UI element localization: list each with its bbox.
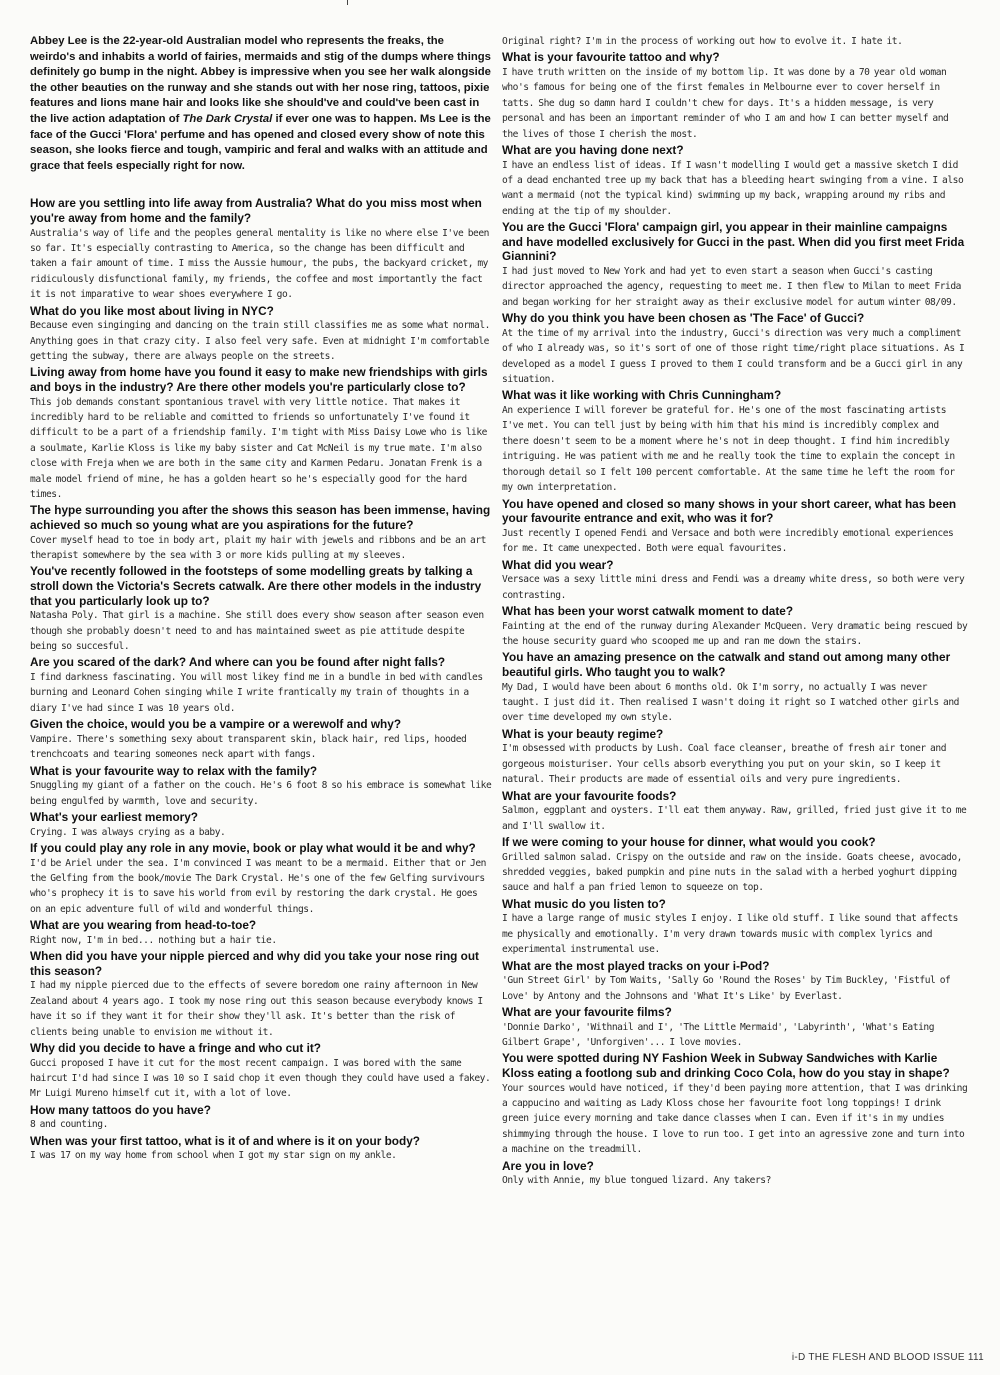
- question: What is your favourite way to relax with the family?: [30, 763, 318, 778]
- answer: 8 and counting.: [30, 1119, 108, 1131]
- left-column: [30, 34, 492, 1165]
- question: Why did you decide to have a fringe and who cut it?: [30, 1041, 322, 1056]
- answer: An experience I will forever be grateful for. He's one of the most fascinating artists I've met. You can tell just by being with him that his mind is incredibly complex and there doesn't seem to be a moment where he's not in deep thought. I find him incredibly intriguing. He was patient with me and he really took the time to explain the concept in thorough detail so I felt 100 percent comfortable. At the same time he left the room for my own interpretation.: [502, 405, 955, 494]
- left-qa-list: [30, 196, 492, 1164]
- question: Why do you think you have been chosen as 'The Face' of Gucci?: [502, 311, 865, 326]
- question: If we were coming to your house for dinner, what would you cook?: [502, 834, 876, 849]
- question: What is your beauty regime?: [502, 726, 664, 741]
- answer: Just recently I opened Fendi and Versace and both were incredibly emotional experiences for me. It came unexpected. Both were equal favourites.: [502, 527, 954, 555]
- answer-continuation: Original right? I'm in the process of working out how to evolve it. I hate it.: [502, 36, 903, 47]
- question: Are you scared of the dark? And where can you be found after night falls?: [30, 655, 446, 670]
- question: When was your first tattoo, what is it of and where is it on your body?: [30, 1133, 420, 1148]
- intro-title-italic: The Dark Crystal: [182, 112, 273, 125]
- answer: Gucci proposed I have it cut for the most recent campaign. I was bored with the same haircut I'd had since I was 10 so I said chop it even though they could have used a fakey. Mr Luigi Mureno himself cut it, with a lot of love.: [30, 1057, 491, 1100]
- question: What are you having done next?: [502, 143, 684, 158]
- answer: I find darkness fascinating. You will most likey find me in a bundle in bed with candles burning and Leonard Cohen singing while I write frantically my train of thoughts in a diary I've had since I was 10 years old.: [30, 672, 483, 714]
- answer: Australia's way of life and the peoples general mentality is like no where else I've been so far. It's especially contrasting to America, so the change has been difficult and taken a fair amount of time. I miss the Aussie humour, the pubs, the backyard cricket, my ridiculously disfunctional family, my friends, the coffee and most importantly the fact it is not imparative to wear shoes everywhere I go.: [30, 227, 490, 301]
- answer: I'd be Ariel under the sea. I'm convinced I was meant to be a mermaid. Either that or Jen the Gelfing from the book/movie The Dark Crystal. He's one of the few Gelfing survivours who's prophecy it is to save his world from evil by restoring the dark crystal. He goes on an epic adventure full of wild and wonderful things.: [30, 857, 487, 915]
- answer: I was 17 on my way home from school when I got my star sign on my ankle.: [30, 1150, 397, 1162]
- question: You are the Gucci 'Flora' campaign girl, you appear in their mainline campaigns and have modelled exclusively for Gucci in the past. When did you first meet Frida Giannini?: [502, 220, 965, 264]
- answer: Vampire. There's something sexy about transparent skin, black hair, red lips, hooded trenchcoats and tearing someones neck apart with fangs.: [30, 733, 467, 761]
- question: When did you have your nipple pierced and why did you take your nose ring out this season?: [30, 949, 479, 978]
- question: What are your favourite foods?: [502, 788, 677, 803]
- question: What music do you listen to?: [502, 896, 666, 911]
- answer: I had just moved to New York and had yet to even start a season when Gucci's casting director approached the agency, requesting to meet me. I then flew to Milan to meet Frida and began working for her straight away as their exclusive model for autum winter 08/09.: [502, 266, 962, 308]
- answer: Your sources would have noticed, if they'd been paying more attention, that I was drinking a cappucino and waiting as Lady Kloss chose her favourite foot long toppings! I drink green juice every morning and take dance classes when I can. Even if it's in my undies shimmying through the house. I love to run too. I get into an agressive zone and turn into a machine on the treadmill.: [502, 1082, 968, 1156]
- question: How many tattoos do you have?: [30, 1102, 211, 1117]
- question: Given the choice, would you be a vampire or a werewolf and why?: [30, 717, 402, 732]
- answer: Snuggling my giant of a father on the couch. He's 6 foot 8 so his embrace is somewhat like being engulfed by warmth, love and security.: [30, 780, 492, 807]
- answer: I had my nipple pierced due to the effects of severe boredom one rainy afternoon in New Zealand about 4 years ago. I took my nose ring out this season because everybody knows I have it so if they want it for their show they'll ask. It's better than the risk of clients being unable to envision me without it.: [30, 980, 483, 1038]
- question: What are you wearing from head-to-toe?: [30, 918, 257, 933]
- right-column: [502, 34, 968, 1190]
- answer: This job demands constant spontanious travel with very little notice. That makes it incredibly hard to be reliable and comitted to friends so unfortunately I've found it difficult to be a part of a friendship family. I'm tight with Miss Daisy Lowe who is like a soulmate, Karlie Kloss is like my baby sister and Cat McNeil is my true mate. I'm also close with Freja when we are both in the same city and Karmen Pedaru. Jonatan Frenk is a male model friend of mine, he has a golden heart so he's especially good for the hard times.: [30, 396, 488, 500]
- question: Living away from home have you found it easy to make new friendships with girls and boys in the industry? Are there other models you're particularly close to?: [30, 365, 488, 394]
- question: What do you like most about living in NYC?: [30, 303, 274, 318]
- answer: At the time of my arrival into the industry, Gucci's direction was very much a compliment of who I already was, so it's sort of one of those right time/right place situations. As I developed as a model I guess I proved to them I could transform and be a Gucci girl in any situation.: [502, 327, 965, 386]
- question: What are the most played tracks on your i-Pod?: [502, 958, 770, 973]
- answer: Versace was a sexy little mini dress and Fendi was a dreamy white dress, so both were very contrasting.: [502, 574, 965, 601]
- question: What was it like working with Chris Cunningham?: [502, 388, 782, 403]
- answer: Because even singinging and dancing on the train still classifies me as some what normal. Anything goes in that crazy city. I also feel very safe. Even at midnight I'm comfortable getting the subway, there are always people on the streets.: [30, 320, 491, 362]
- answer: My Dad, I would have been about 6 months old. Ok I'm sorry, no actually I was never taught. I just did it. Then realised I wasn't doing it right so I watched other girls and over time developed my own style.: [502, 681, 960, 724]
- answer: Salmon, eggplant and oysters. I'll eat them anyway. Raw, grilled, fried just give it to me and I'll swallow it.: [502, 805, 967, 832]
- answer: Fainting at the end of the runway during Alexander McQueen. Very dramatic being rescued by the house security guard who scooped me up and ran me down the stairs.: [502, 620, 968, 647]
- answer: Cover myself head to toe in body art, plait my hair with jewels and ribbons and be an art therapist somewhere by the sea with 3 or more kids pulling at my sleeves.: [30, 534, 487, 561]
- question: What's your earliest memory?: [30, 810, 199, 825]
- answer: Only with Annie, my blue tongued lizard. Any takers?: [502, 1175, 771, 1187]
- answer: Right now, I'm in bed... nothing but a hair tie.: [30, 934, 277, 946]
- answer: I have truth written on the inside of my bottom lip. It was done by a 70 year old woman who's famous for being one of the first females in Melbourne ever to cover herself in tatts. She dug so damn hard I couldn't chew for days. It's a hidden message, is very personal and has been an important reminder of who I am and how I can better myself and the lives of those I cherish the most.: [502, 67, 949, 140]
- crop-mark: [347, 0, 348, 5]
- answer: Crying. I was always crying as a baby.: [30, 826, 226, 838]
- question: What are your favourite films?: [502, 1004, 672, 1019]
- question: Are you in love?: [502, 1158, 594, 1173]
- answer: I have an endless list of ideas. If I wasn't modelling I would get a massive sketch I did of a dead enchanted tree up my back that has a bleeding heart swinging from a vine. I also want a mermaid (not the typical kind) swimming up my back, wrapping around my ribs and ending at the tip of my shoulder.: [502, 159, 964, 217]
- answer: Natasha Poly. That girl is a machine. She still does every show season after season even though she probably doesn't need to and has maintained sweet as pie attitude despite being so succesful.: [30, 610, 484, 652]
- question: What has been your worst catwalk moment to date?: [502, 603, 794, 618]
- right-qa-list: [502, 50, 968, 1188]
- question: How are you settling into life away from Australia? What do you miss most when you're away from home and the family?: [30, 196, 482, 225]
- intro-text: if ever one was to happen. Ms Lee is the face of the Gucci 'Flora' perfume and has opened and closed every show of note this season, she looks fierce and tough, vampiric and feral and walks with an attitude and grace that feels especially right for now.: [30, 112, 491, 172]
- question: You have opened and closed so many shows in your short career, what has been your favourite entrance and exit, who was it for?: [502, 496, 957, 526]
- question: What is your favourite tattoo and why?: [502, 50, 720, 65]
- intro-text: Abbey Lee is the 22-year-old Australian model who represents the freaks, the weirdo's and inhabits a world of fairies, mermaids and stig of the dumps where things definitely go bump in the night. Abbey is impressive when you see her walk alongside the other beauties on the runway and she stands out with her nose ring, tattoos, pixie features and lions mane hair and looks like she should've and could've been cast in the live action adaptation of: [30, 35, 491, 125]
- answer: I'm obsessed with products by Lush. Coal face cleanser, breathe of fresh air toner and gorgeous moisturiser. Your cells absorb everything you put on your skin, so I keep it natural. Their products are made of essential oils and very pure ingredients.: [502, 743, 947, 786]
- question: What did you wear?: [502, 557, 614, 572]
- intro-paragraph: [30, 34, 492, 174]
- question: You've recently followed in the footsteps of some modelling greats by talking a stroll down the Victoria's Secrets catwalk. Are there other models in the industry that you particularly look up to?: [30, 564, 482, 608]
- answer: Grilled salmon salad. Crispy on the outside and raw on the inside. Goats cheese, avocado, shredded veggies, baked pumpkin and pine nuts in the salad with a herbed yoghurt dipping sauce and half a pan fried lemon to squeeze on top.: [502, 851, 963, 894]
- answer: I have a large range of music styles I enjoy. I like old stuff. I like sound that affects me physically and emotionally. I'm very drawn towards music with complex lyrics and experimental instrumental use.: [502, 913, 959, 956]
- question: If you could play any role in any movie, book or play what would it be and why?: [30, 841, 476, 856]
- question: You were spotted during NY Fashion Week in Subway Sandwiches with Karlie Kloss eating a footlong sub and drinking Coco Cola, how do you stay in shape?: [502, 1051, 950, 1080]
- page-footer: i-D THE FLESH AND BLOOD ISSUE 111: [791, 1352, 984, 1363]
- answer: 'Donnie Darko', 'Withnail and I', 'The Little Mermaid', 'Labyrinth', 'What's Eating Gilbert Grape', 'Unforgiven'... I love movies.: [502, 1021, 935, 1048]
- answer: 'Gun Street Girl' by Tom Waits, 'Sally Go 'Round the Roses' by Tim Buckley, 'Fistful of Love' by Antony and the Johnsons and 'What It's Like' by Everlast.: [502, 975, 951, 1002]
- question: You have an amazing presence on the catwalk and stand out among many other beautiful girls. Who taught you to walk?: [502, 650, 951, 679]
- question: The hype surrounding you after the shows this season has been immense, having achieved so much so young what are you aspirations for the future?: [30, 503, 491, 532]
